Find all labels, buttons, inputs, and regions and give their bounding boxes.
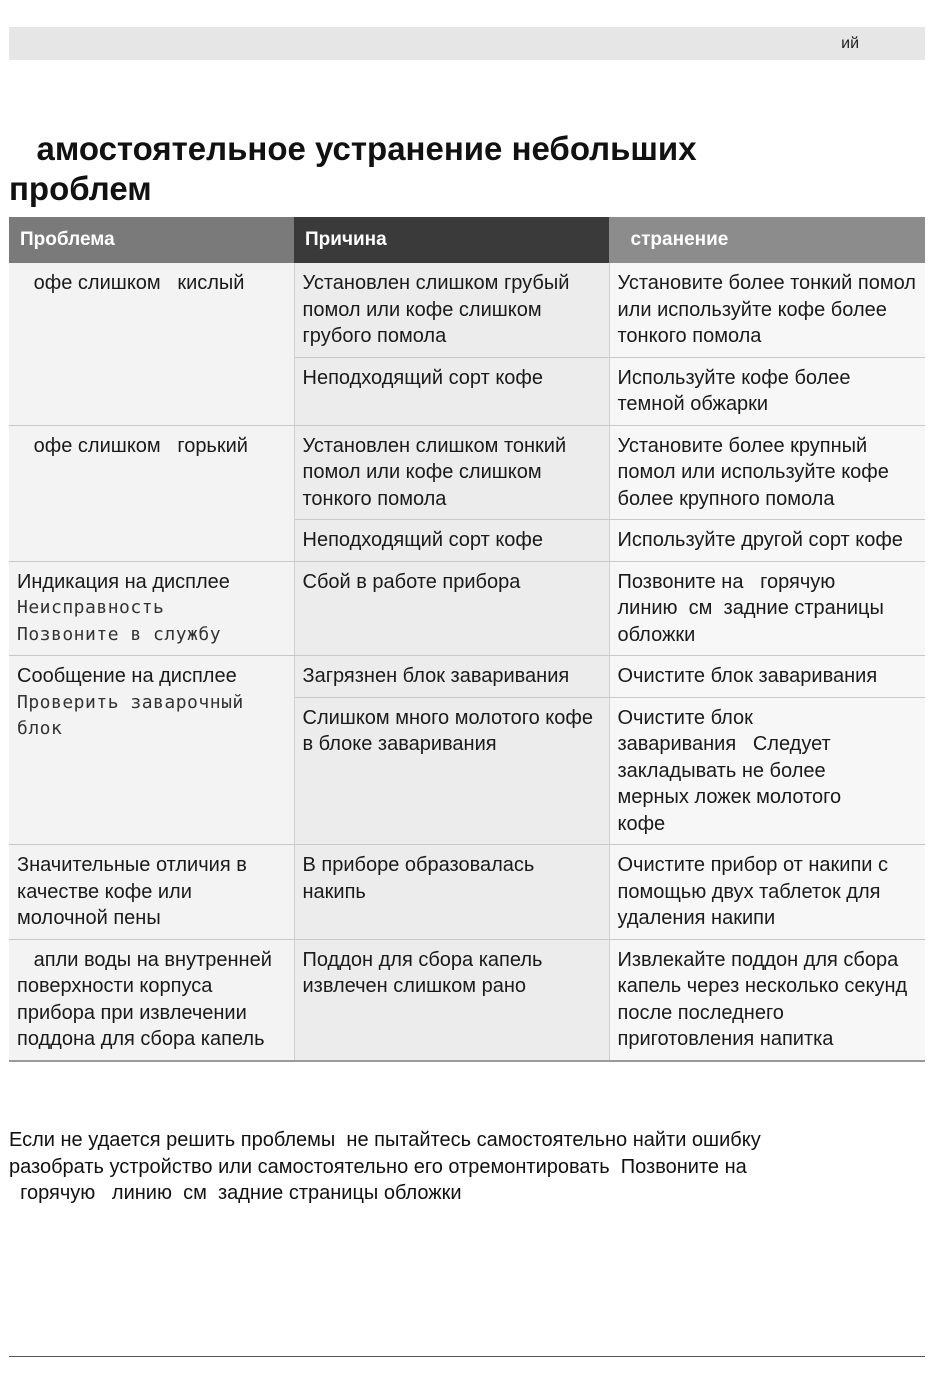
- problem-text: апли воды на внутренней поверхности корпуса прибора при извлечении поддона для сбора капель: [17, 948, 278, 1050]
- display-message: Проверить заварочный блок: [17, 691, 244, 739]
- table-row: [9, 425, 925, 520]
- cause-cell: Установлен слишком грубый помол или кофе слишком грубого помола: [294, 263, 609, 357]
- cause-cell: Загрязнен блок заваривания: [294, 656, 609, 698]
- fix-cell: Очистите блок заваривания: [609, 656, 925, 698]
- table-row: [9, 656, 925, 698]
- problem-cell: [9, 656, 294, 845]
- fix-cell: Извлекайте поддон для сбора капель через несколько секунд после последнего приготовления напитка: [609, 939, 925, 1061]
- table-row: [9, 263, 925, 357]
- fix-cell: Установите более тонкий помол или используйте кофе более тонкого помола: [609, 263, 925, 357]
- header-bar: [9, 27, 925, 60]
- problem-text: Индикация на дисплее: [17, 570, 230, 593]
- page-bottom-divider: [9, 1356, 925, 1357]
- cause-cell: Установлен слишком тонкий помол или кофе слишком тонкого помола: [294, 425, 609, 520]
- cause-cell: Поддон для сбора капель извлечен слишком рано: [294, 939, 609, 1061]
- problem-cell: [9, 425, 294, 561]
- fix-cell: Установите более крупный помол или используйте кофе более крупного помола: [609, 425, 925, 520]
- fix-cell: Очистите прибор от накипи с помощью двух таблеток для удаления накипи: [609, 845, 925, 940]
- section-label: ий: [841, 35, 859, 52]
- cause-cell: В приборе образовалась накипь: [294, 845, 609, 940]
- cause-cell: Неподходящий сорт кофе: [294, 357, 609, 425]
- table-row: [9, 939, 925, 1061]
- column-header-cause: Причина: [294, 217, 609, 263]
- problem-text: офе слишком кислый: [17, 272, 245, 294]
- troubleshooting-table: [9, 217, 925, 1062]
- problem-cell: [9, 561, 294, 656]
- fix-cell: Очистите блок заваривания Следует закладывать не более мерных ложек молотого кофе: [609, 697, 925, 845]
- cause-cell: Неподходящий сорт кофе: [294, 520, 609, 562]
- problem-text: Значительные отличия в качестве кофе или молочной пены: [17, 854, 253, 929]
- problem-cell: [9, 263, 294, 425]
- display-message: Неисправность Позвоните в службу: [17, 597, 222, 645]
- problem-text: Сообщение на дисплее: [17, 665, 237, 687]
- column-header-problem: Проблема: [9, 217, 294, 263]
- fix-cell: Используйте другой сорт кофе: [609, 520, 925, 562]
- fix-cell: Используйте кофе более темной обжарки: [609, 357, 925, 425]
- problem-cell: [9, 845, 294, 940]
- column-header-fix: странение: [609, 217, 925, 263]
- help-note: Если не удается решить проблемы не пытайтесь самостоятельно найти ошибку разобрать устройство или самостоятельно его отремонтировать Позвоните на горячую линию см задние страницы обложки: [9, 1129, 761, 1204]
- cause-cell: Слишком много молотого кофе в блоке заваривания: [294, 697, 609, 845]
- cause-cell: Сбой в работе прибора: [294, 561, 609, 656]
- problem-text: офе слишком горький: [17, 434, 248, 457]
- table-header-row: [9, 217, 925, 263]
- table-row: [9, 561, 925, 656]
- table-row: [9, 845, 925, 940]
- problem-cell: [9, 939, 294, 1061]
- page-title: амостоятельное устранение небольших проблем: [9, 130, 697, 207]
- fix-cell: Позвоните на горячую линию см задние страницы обложки: [609, 561, 925, 656]
